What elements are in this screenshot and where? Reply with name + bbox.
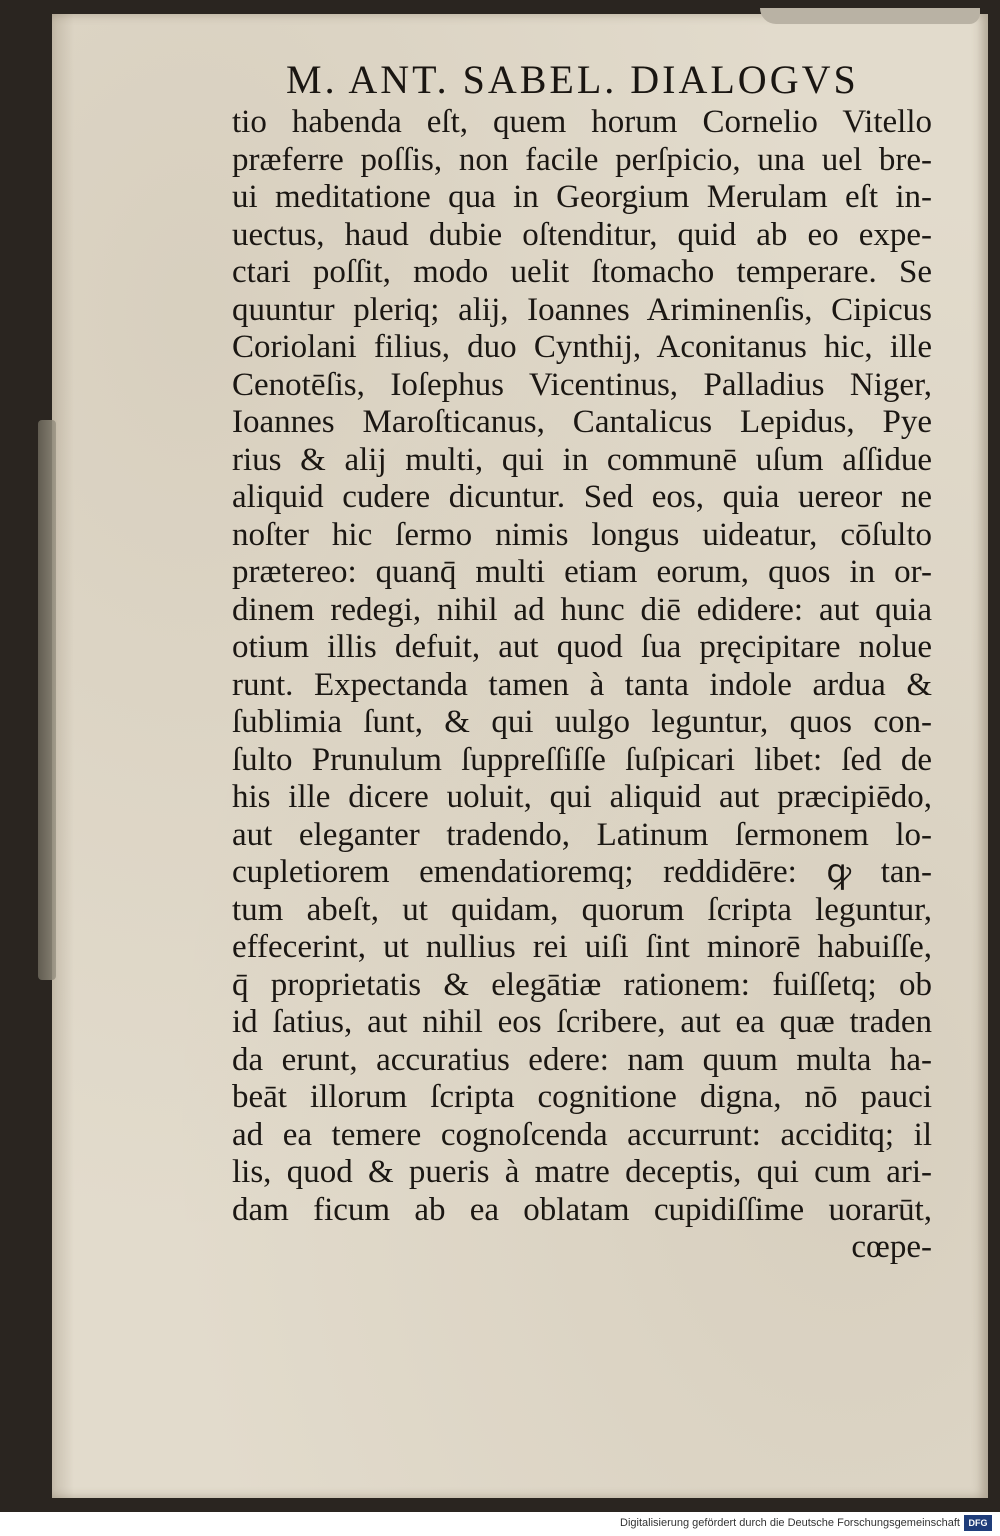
text-line: beāt illorum ſcripta cognitione digna, nō pauci bbox=[232, 1079, 932, 1115]
text-line: lis, quod & pueris à matre deceptis, qui cum ari- bbox=[232, 1154, 932, 1190]
text-line: cupletiorem emendatioremq; reddidēre: ꝙ tan- bbox=[232, 854, 932, 890]
text-line: dam ficum ab ea oblatam cupidiſſime uorarūt, bbox=[232, 1191, 932, 1228]
text-line: rius & alij multi, qui in communē uſum aſſidue bbox=[232, 441, 932, 478]
text-line: Cenotēſis, Ioſephus Vicentinus, Palladius Niger, bbox=[232, 366, 932, 403]
text-line: dinem redegi, nihil ad hunc diē edidere: aut quia bbox=[232, 591, 932, 628]
text-line: otium illis defuit, aut quod ſua pręcipitare nolue bbox=[232, 629, 932, 665]
text-line: Ioannes Maroſticanus, Cantalicus Lepidus, Pye bbox=[232, 404, 932, 440]
text-block bbox=[232, 104, 932, 1267]
text-line: runt. Expectanda tamen à tanta indole ardua & bbox=[232, 666, 932, 703]
text-line: quuntur pleriq; alij, Ioannes Ariminenſis, Cipicus bbox=[232, 291, 932, 328]
binding-edge bbox=[38, 420, 56, 980]
text-line: ſulto Prunulum ſuppreſſiſſe ſuſpicari libet: ſed de bbox=[232, 741, 932, 778]
running-head: M. ANT. SABEL. DIALOGVS bbox=[286, 57, 859, 102]
text-line: Coriolani filius, duo Cynthij, Aconitanus hic, ille bbox=[232, 329, 932, 365]
text-line: uectus, haud dubie oſtenditur, quid ab eo expe- bbox=[232, 216, 932, 253]
text-line: ui meditatione qua in Georgium Merulam eſt in- bbox=[232, 179, 932, 215]
text-line: noſter hic ſermo nimis longus uideatur, cōſulto bbox=[232, 516, 932, 553]
text-line: ſublimia ſunt, & qui uulgo leguntur, quos con- bbox=[232, 704, 932, 740]
text-line: id ſatius, aut nihil eos ſcribere, aut ea quæ traden bbox=[232, 1004, 932, 1040]
text-line: tio habenda eſt, quem horum Cornelio Vitello bbox=[232, 104, 932, 140]
dfg-logo: DFG bbox=[964, 1515, 992, 1531]
digitization-credit: Digitalisierung gefördert durch die Deutsche Forschungsgemeinschaft bbox=[620, 1517, 960, 1529]
text-line: q̄ proprietatis & elegātiæ rationem: fuiſſetq; ob bbox=[232, 966, 932, 1003]
text-line: ad ea temere cognoſcenda accurrunt: acciditq; il bbox=[232, 1116, 932, 1153]
catchword: cœpe- bbox=[851, 1229, 932, 1265]
text-line: aut eleganter tradendo, Latinum ſermonem lo- bbox=[232, 816, 932, 853]
text-line: ctari poſſit, modo uelit ſtomacho temperare. Se bbox=[232, 254, 932, 290]
page-tear bbox=[760, 8, 980, 24]
text-line: tum abeſt, ut quidam, quorum ſcripta leguntur, bbox=[232, 891, 932, 928]
text-line: prætereo: quanq̄ multi etiam eorum, quos in or- bbox=[232, 554, 932, 590]
text-line: his ille dicere uoluit, qui aliquid aut præcipiēdo, bbox=[232, 779, 932, 815]
text-line: effecerint, ut nullius rei uiſi ſint minorē habuiſſe, bbox=[232, 929, 932, 965]
text-line: da erunt, accuratius edere: nam quum multa ha- bbox=[232, 1041, 932, 1078]
text-line: præferre poſſis, non facile perſpicio, una uel bre- bbox=[232, 141, 932, 178]
text-line: aliquid cudere dicuntur. Sed eos, quia uereor ne bbox=[232, 479, 932, 515]
